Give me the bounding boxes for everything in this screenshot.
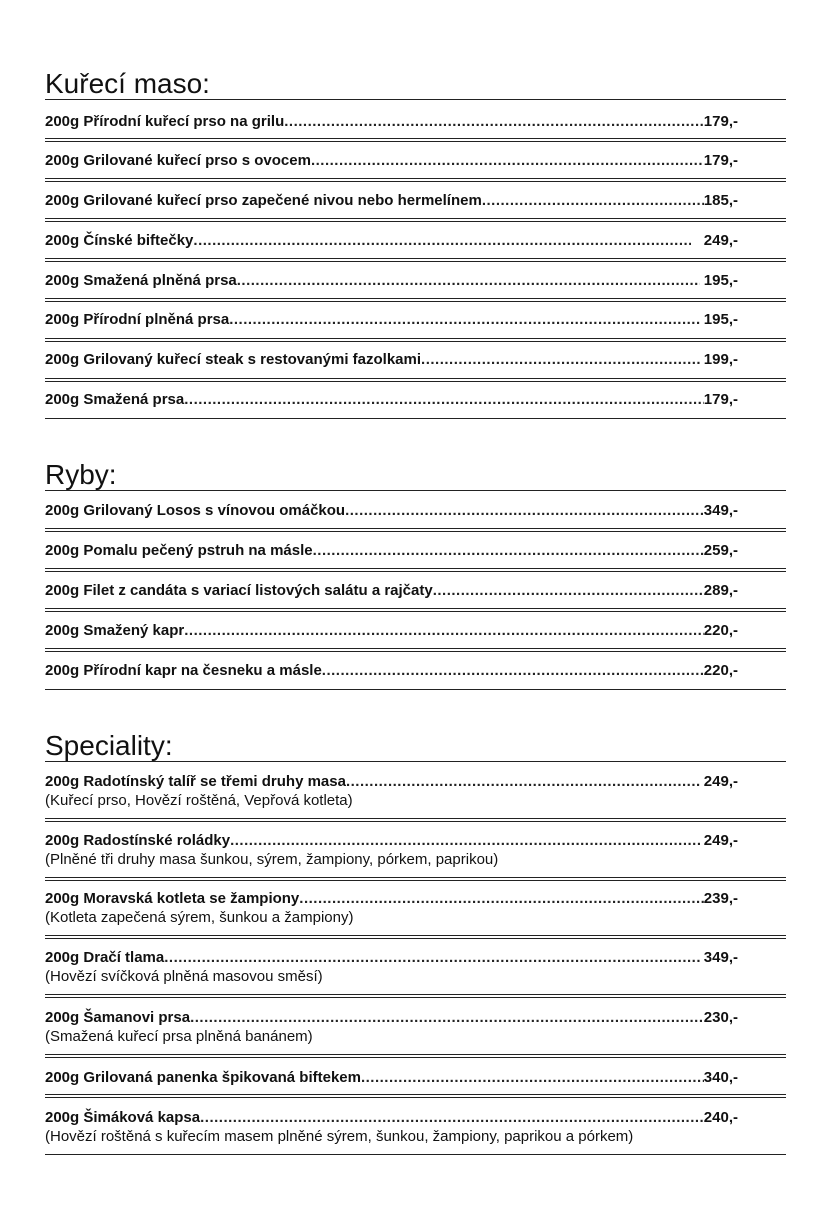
item-price: 240,- [703,1109,738,1126]
item-divider [45,1094,786,1098]
menu-item [45,773,786,810]
item-price: 220,- [703,662,738,679]
item-price: 185,- [703,192,738,209]
dot-leader [322,662,704,680]
menu-item [45,152,786,170]
dot-leader [229,311,699,329]
item-price: 289,- [703,582,738,599]
dot-leader [164,949,699,967]
item-divider [45,338,786,342]
item-price: 199,- [699,351,738,368]
section-rule [45,490,786,491]
section-rule [45,99,786,100]
item-price: 349,- [703,502,738,519]
item-price: 195,- [699,311,738,328]
dot-leader [237,272,700,290]
item-price: 349,- [699,949,738,966]
dot-leader [346,773,700,791]
item-description: (Kotleta zapečená sýrem, šunkou a žampiony) [45,909,354,926]
dot-leader [190,1009,704,1027]
section-end-rule [45,1154,786,1155]
item-name: 200g Smažená plněná prsa [45,272,237,289]
item-divider [45,877,786,881]
item-price: 220,- [703,622,738,639]
item-divider [45,648,786,652]
item-price: 249,- [699,773,738,790]
menu-item [45,311,786,329]
item-name: 200g Moravská kotleta se žampiony [45,890,300,907]
item-divider [45,218,786,222]
dot-leader [299,890,704,908]
section-title-specialities: Speciality: [45,730,173,761]
item-name: 200g Šimáková kapsa [45,1109,201,1126]
item-name: 200g Filet z candáta s variací listových salátu a rajčaty [45,582,433,599]
item-price: 179,- [703,113,738,130]
menu-item [45,232,786,250]
item-price: 179,- [703,391,738,408]
dot-leader [184,391,704,409]
item-price: 179,- [703,152,738,169]
item-price: 249,- [699,832,738,849]
dot-leader [184,622,704,640]
dot-leader [230,832,700,850]
menu-item [45,1009,786,1046]
item-divider [45,528,786,532]
menu-item [45,622,786,640]
item-name: 200g Grilovaný Losos s vínovou omáčkou [45,502,346,519]
dot-leader [284,113,704,131]
section-end-rule [45,689,786,690]
item-name: 200g Grilované kuřecí prso s ovocem [45,152,311,169]
item-name: 200g Dračí tlama [45,949,165,966]
item-divider [45,1054,786,1058]
item-description: (Hovězí roštěná s kuřecím masem plněné sýrem, šunkou, žampiony, paprikou a pórkem) [45,1128,634,1145]
item-divider [45,935,786,939]
section-rule [45,761,786,762]
menu-item [45,1109,786,1146]
item-divider [45,568,786,572]
item-price: 249,- [691,232,738,249]
item-divider [45,378,786,382]
menu-item [45,662,786,680]
item-divider [45,818,786,822]
item-description: (Kuřecí prso, Hovězí roštěná, Vepřová kotleta) [45,792,353,809]
menu-item [45,582,786,600]
menu-item [45,272,786,290]
dot-leader [313,542,704,560]
section-end-rule [45,418,786,419]
item-name: 200g Radostínské roládky [45,832,231,849]
dot-leader [311,152,704,170]
item-divider [45,298,786,302]
item-price: 340,- [703,1069,738,1086]
menu-item [45,542,786,560]
item-price: 239,- [703,890,738,907]
item-name: 200g Přírodní plněná prsa [45,311,230,328]
menu-item [45,1069,786,1087]
menu-item [45,192,786,210]
item-name: 200g Grilovaná panenka špikovaná biftekem [45,1069,361,1086]
menu-item [45,949,786,986]
section-title-fish: Ryby: [45,459,117,490]
dot-leader [482,192,704,210]
menu-item [45,890,786,927]
item-name: 200g Šamanovi prsa [45,1009,191,1026]
item-name: 200g Pomalu pečený pstruh na másle [45,542,313,559]
item-name: 200g Radotínský talíř se třemi druhy masa [45,773,346,790]
item-divider [45,994,786,998]
item-name: 200g Smažená prsa [45,391,185,408]
item-description: (Hovězí svíčková plněná masovou směsí) [45,968,323,985]
item-name: 200g Smažený kapr [45,622,185,639]
menu-item [45,502,786,520]
item-name: 200g Přírodní kapr na česneku a másle [45,662,322,679]
item-price: 230,- [703,1009,738,1026]
item-divider [45,178,786,182]
dot-leader [193,232,691,250]
item-name: 200g Grilovaný kuřecí steak s restovanými fazolkami [45,351,422,368]
dot-leader [200,1109,704,1127]
item-description: (Smažená kuřecí prsa plněná banánem) [45,1028,313,1045]
menu-item [45,832,786,869]
menu-item [45,391,786,409]
dot-leader [345,502,704,520]
item-divider [45,258,786,262]
menu-item [45,113,786,131]
dot-leader [421,351,700,369]
item-description: (Plněné tři druhy masa šunkou, sýrem, žampiony, pórkem, paprikou) [45,851,499,868]
item-name: 200g Čínské biftečky [45,232,194,249]
dot-leader [433,582,704,600]
item-name: 200g Přírodní kuřecí prso na grilu [45,113,285,130]
item-price: 195,- [699,272,738,289]
menu-item [45,351,786,369]
item-price: 259,- [703,542,738,559]
item-divider [45,608,786,612]
dot-leader [361,1069,704,1087]
item-name: 200g Grilované kuřecí prso zapečené nivou nebo hermelínem [45,192,482,209]
section-title-chicken: Kuřecí maso: [45,68,210,99]
item-divider [45,138,786,142]
